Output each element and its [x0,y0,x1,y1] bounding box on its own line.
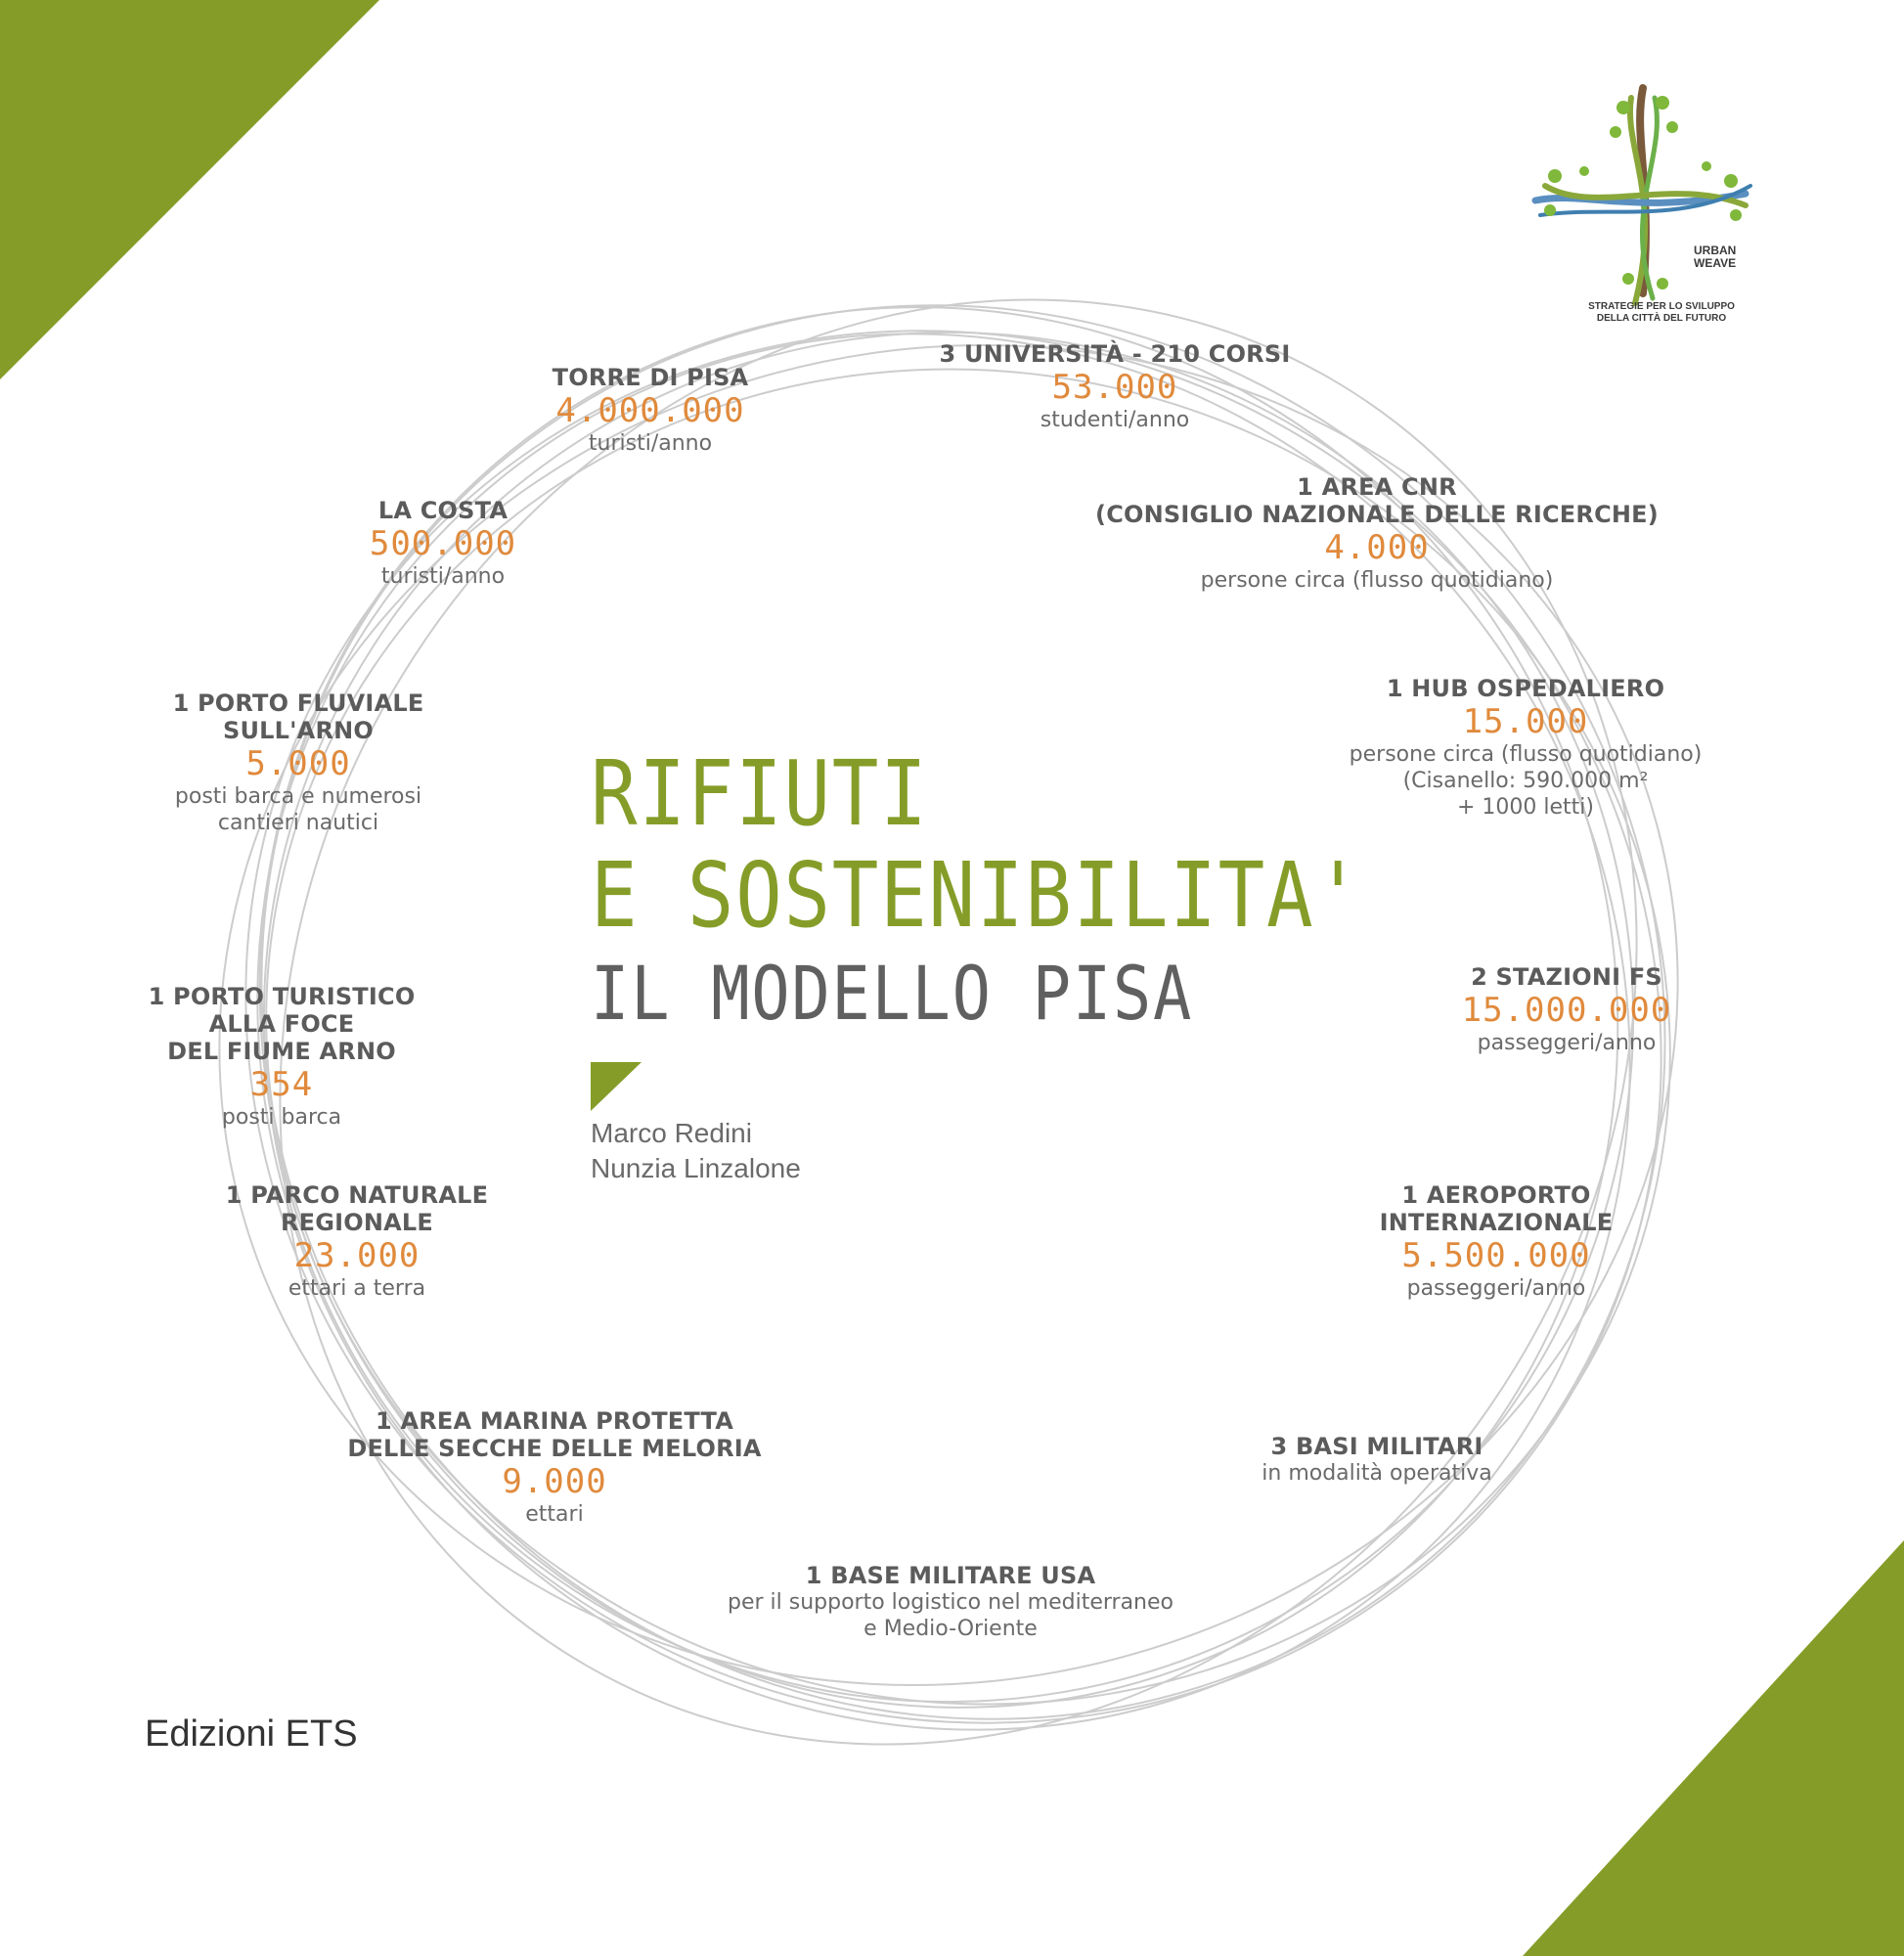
stat-title: SULL'ARNO [222,717,375,744]
stat-number: 4.000 [1324,528,1430,567]
stat-title: 1 PARCO NATURALE [225,1181,489,1209]
stat-subtext: posti barca [221,1105,342,1130]
stat-subtext: (Cisanello: 590.000 m² [1402,769,1649,793]
stat-subtext: passeggeri/anno [1477,1031,1657,1055]
stat-subtext: studenti/anno [1040,408,1190,432]
stat-subtext: ettari [525,1502,584,1527]
stat-subtext: per il supporto logistico nel mediterraneo [728,1590,1173,1615]
logo-tagline-line2: DELLA CITTÀ DEL FUTURO [1596,313,1727,324]
stat-title: LA COSTA [377,497,509,524]
logo-wordmark [1694,244,1736,270]
stat-number: 15.000 [1462,702,1589,741]
stat-porto-turistico [149,983,416,1131]
stat-number: 23.000 [293,1236,421,1275]
stat-title: 3 BASI MILITARI [1270,1433,1483,1460]
stat-title: 1 BASE MILITARE USA [805,1562,1096,1589]
stat-subtext: in modalità operativa [1262,1461,1492,1486]
stat-title: 1 HUB OSPEDALIERO [1386,675,1665,702]
stat-subtext: turisti/anno [380,564,506,589]
stat-torre-di-pisa [553,364,749,457]
logo-word-line2: WEAVE [1694,256,1737,270]
stat-basi-militari [1262,1433,1491,1487]
stat-subtext: persone circa (flusso quotidiano) [1200,568,1554,593]
stat-title: 3 UNIVERSITÀ - 210 CORSI [939,340,1291,368]
stat-title: REGIONALE [280,1209,434,1236]
stat-number: 5.500.000 [1401,1236,1591,1275]
stat-number: 500.000 [369,524,517,563]
stat-base-militare-usa [728,1562,1173,1642]
stat-title: INTERNAZIONALE [1379,1209,1614,1236]
stat-la-costa [370,497,516,590]
stat-title: TORRE DI PISA [552,364,749,391]
publisher-name: Edizioni ETS [145,1713,358,1755]
stat-number: 9.000 [502,1462,607,1501]
stat-title: 1 PORTO TURISTICO [148,983,416,1010]
stat-number: 53.000 [1051,368,1178,407]
stat-universita [940,340,1291,433]
stat-title: 1 AREA MARINA PROTETTA [376,1407,733,1435]
stat-area-cnr [1095,473,1659,594]
stat-hub-ospedaliero [1350,675,1703,821]
stat-subtext: + 1000 letti) [1456,795,1595,820]
stat-subtext: passeggeri/anno [1406,1276,1586,1301]
stat-subtext: persone circa (flusso quotidiano) [1349,742,1703,767]
author-2: Nunzia Linzalone [591,1153,801,1183]
stat-stazioni-fs [1462,963,1672,1056]
stat-title: ALLA FOCE [208,1010,355,1038]
title-line-1: RIFIUTI [591,741,929,846]
stat-parco-naturale [226,1181,488,1302]
stat-subtext: e Medio-Oriente [863,1617,1038,1641]
stat-number: 354 [249,1065,314,1104]
stat-aeroporto [1380,1181,1614,1302]
title-line-2: E SOSTENIBILITA' [591,843,1363,948]
logo-tagline-line1: STRATEGIE PER LO SVILUPPO [1588,301,1735,312]
stat-title: 2 STAZIONI FS [1471,963,1662,991]
stat-area-marina [347,1407,761,1528]
stat-title: DEL FIUME ARNO [167,1038,396,1065]
stat-subtext: cantieri nautici [217,811,379,835]
stat-title: 1 AREA CNR [1297,473,1457,501]
stat-number: 15.000.000 [1461,991,1672,1030]
stat-title: DELLE SECCHE DELLE MELORIA [347,1435,762,1462]
subtitle: IL MODELLO PISA [591,950,1194,1037]
logo-tagline [1569,301,1754,325]
title-triangle-accent [591,1062,642,1113]
stat-number: 4.000.000 [555,391,745,430]
stat-title: 1 AEROPORTO [1401,1181,1591,1209]
logo-word-line1: URBAN [1694,244,1737,257]
stat-subtext: ettari a terra [288,1276,426,1301]
stat-subtext: turisti/anno [588,431,713,456]
stat-subtext: posti barca e numerosi [174,784,422,809]
stat-number: 5.000 [245,744,351,783]
stat-title: 1 PORTO FLUVIALE [172,689,424,717]
urban-weave-logo [1526,78,1760,333]
stat-porto-fluviale [173,689,424,836]
stat-title: (CONSIGLIO NAZIONALE DELLE RICERCHE) [1095,501,1659,528]
author-1: Marco Redini [591,1118,752,1148]
